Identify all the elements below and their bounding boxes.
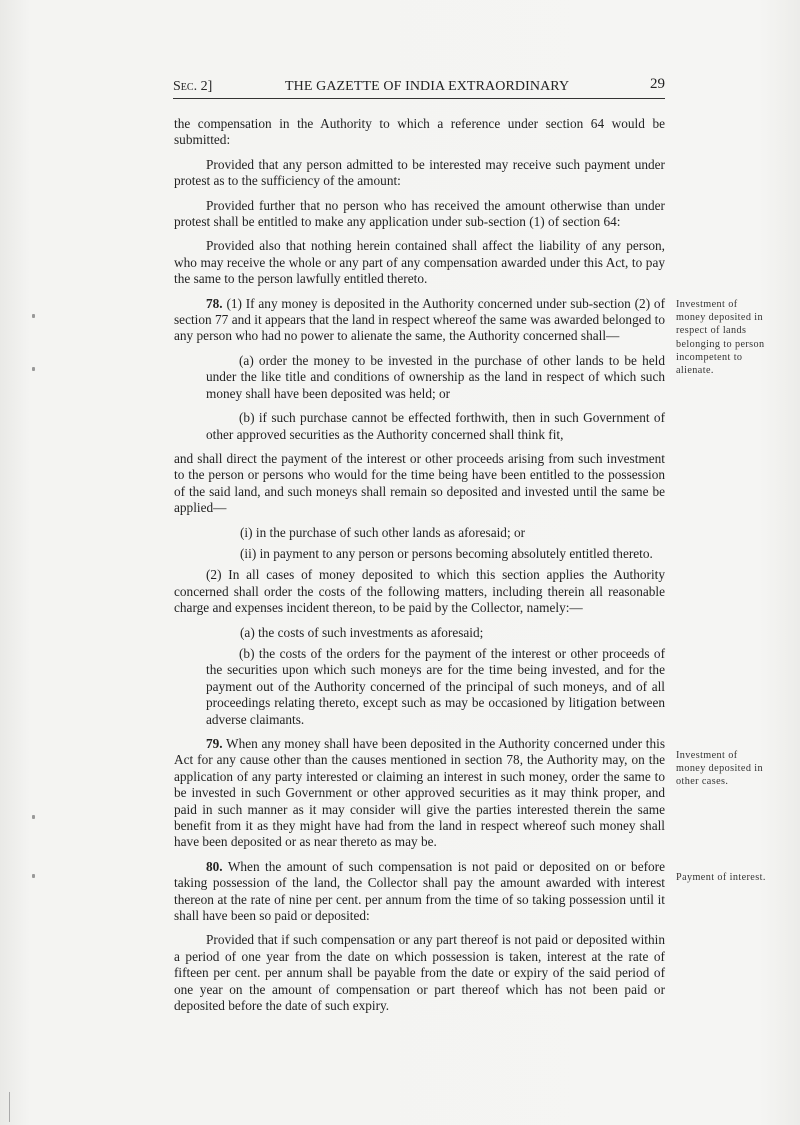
clause-2b: (b) the costs of the orders for the payment of the interest or other proceeds of the securities upon which such moneys are for the time being invested, and for the payment out of the Authority concerned of the principal of such moneys, and of all proceedings relating thereto, except such as may be occasioned by litigation between adverse claimants.: [206, 645, 665, 727]
section-text: When the amount of such compensation is not paid or deposited on or before taking possession of the land, the Collector shall pay the amount awarded with interest thereon at the rate of nine per cent. per annum from the time of so taking possession until it shall have been so paid or deposited:: [174, 858, 665, 924]
scan-edge-mark: [9, 1092, 10, 1122]
section-number: 79.: [206, 736, 223, 751]
paragraph: the compensation in the Authority to which a reference under section 64 would be submitted:: [174, 116, 665, 148]
scan-speck: [32, 367, 35, 371]
margin-note-80: Payment of interest.: [676, 872, 766, 883]
scan-speck: [32, 815, 35, 819]
section-text: When any money shall have been deposited in the Authority concerned under this Act for any cause other than the causes mentioned in section 78, the Authority may, on the application of any party interested or claiming an interest in such money, order the same to be invested in such Government or other approved securities as it may think proper, and paid in such manner as it may consider will give the parties interested therein the same benefit from it as they might have had from the land in respect whereof such money shall have been deposited or as near thereto as may be.: [174, 736, 665, 850]
margin-note-78: Investment of money deposited in respect of lands belonging to person incompetent to alienate.: [676, 299, 765, 377]
proviso-paragraph: Provided that any person admitted to be interested may receive such payment under protest as to the sufficiency of the amount:: [174, 156, 665, 189]
scan-speck: [32, 314, 35, 318]
section-text: (1) If any money is deposited in the Authority concerned under sub-section (2) of section 77 and it appears that the land in respect whereof the same was awarded belonged to any person who had no power to alienate the same, the Authority concerned shall—: [174, 295, 666, 344]
section-number: 78.: [206, 295, 223, 311]
section-78-subsection-2: (2) In all cases of money deposited to which this section applies the Authority concerned shall order the costs of the following matters, including therein all reasonable charge and expenses incident thereon, to be paid by the Collector, namely:—: [174, 567, 665, 616]
section-label: Sec. 2]: [173, 79, 213, 94]
proviso-paragraph: Provided that if such compensation or any part thereof is not paid or deposited within a period of one year from the date on which possession is taken, interest at the rate of fifteen per cent. per annum shall be payable from the date or expiry of the said period of one year on the amount of compensation or part thereof which has not been paid or deposited before the date of such expiry.: [174, 932, 665, 1014]
gazette-title: THE GAZETTE OF INDIA EXTRAORDINARY: [285, 79, 570, 94]
scan-speck: [32, 874, 35, 878]
clause-2a: (a) the costs of such investments as aforesaid;: [240, 624, 484, 640]
item-i: (i) in the purchase of such other lands as aforesaid; or: [240, 524, 526, 540]
page-header: [173, 76, 665, 99]
paragraph: and shall direct the payment of the interest or other proceeds arising from such investment to the person or persons who would for the time being have been entitled to the possession of the said land, and such moneys shall remain so deposited and invested until the same be applied—: [174, 450, 665, 516]
proviso-paragraph: Provided also that nothing herein contained shall affect the liability of any person, who may receive the whole or any part of any compensation awarded under this Act, to pay the same to the person lawfully entitled thereto.: [174, 238, 665, 287]
page-number: 29: [650, 76, 665, 92]
proviso-paragraph: Provided further that no person who has received the amount otherwise than under protest shall be entitled to make any application under sub-section (1) of section 64:: [174, 197, 665, 230]
section-80: [174, 859, 665, 925]
section-79: [174, 736, 665, 851]
section-number: 80.: [206, 858, 223, 874]
section-78-subsection-1: [174, 296, 665, 345]
clause-b: (b) if such purchase cannot be effected forthwith, then in such Government of other approved securities as the Authority concerned shall think fit,: [206, 410, 665, 442]
margin-note-79: Investment of money deposited in other cases.: [676, 750, 763, 788]
item-ii: (ii) in payment to any person or persons becoming absolutely entitled thereto.: [240, 545, 653, 561]
page-body: [174, 116, 665, 1023]
clause-a: (a) order the money to be invested in the purchase of other lands to be held under the like title and conditions of ownership as the land in respect of which such money shall have been deposited was held; or: [206, 352, 665, 401]
